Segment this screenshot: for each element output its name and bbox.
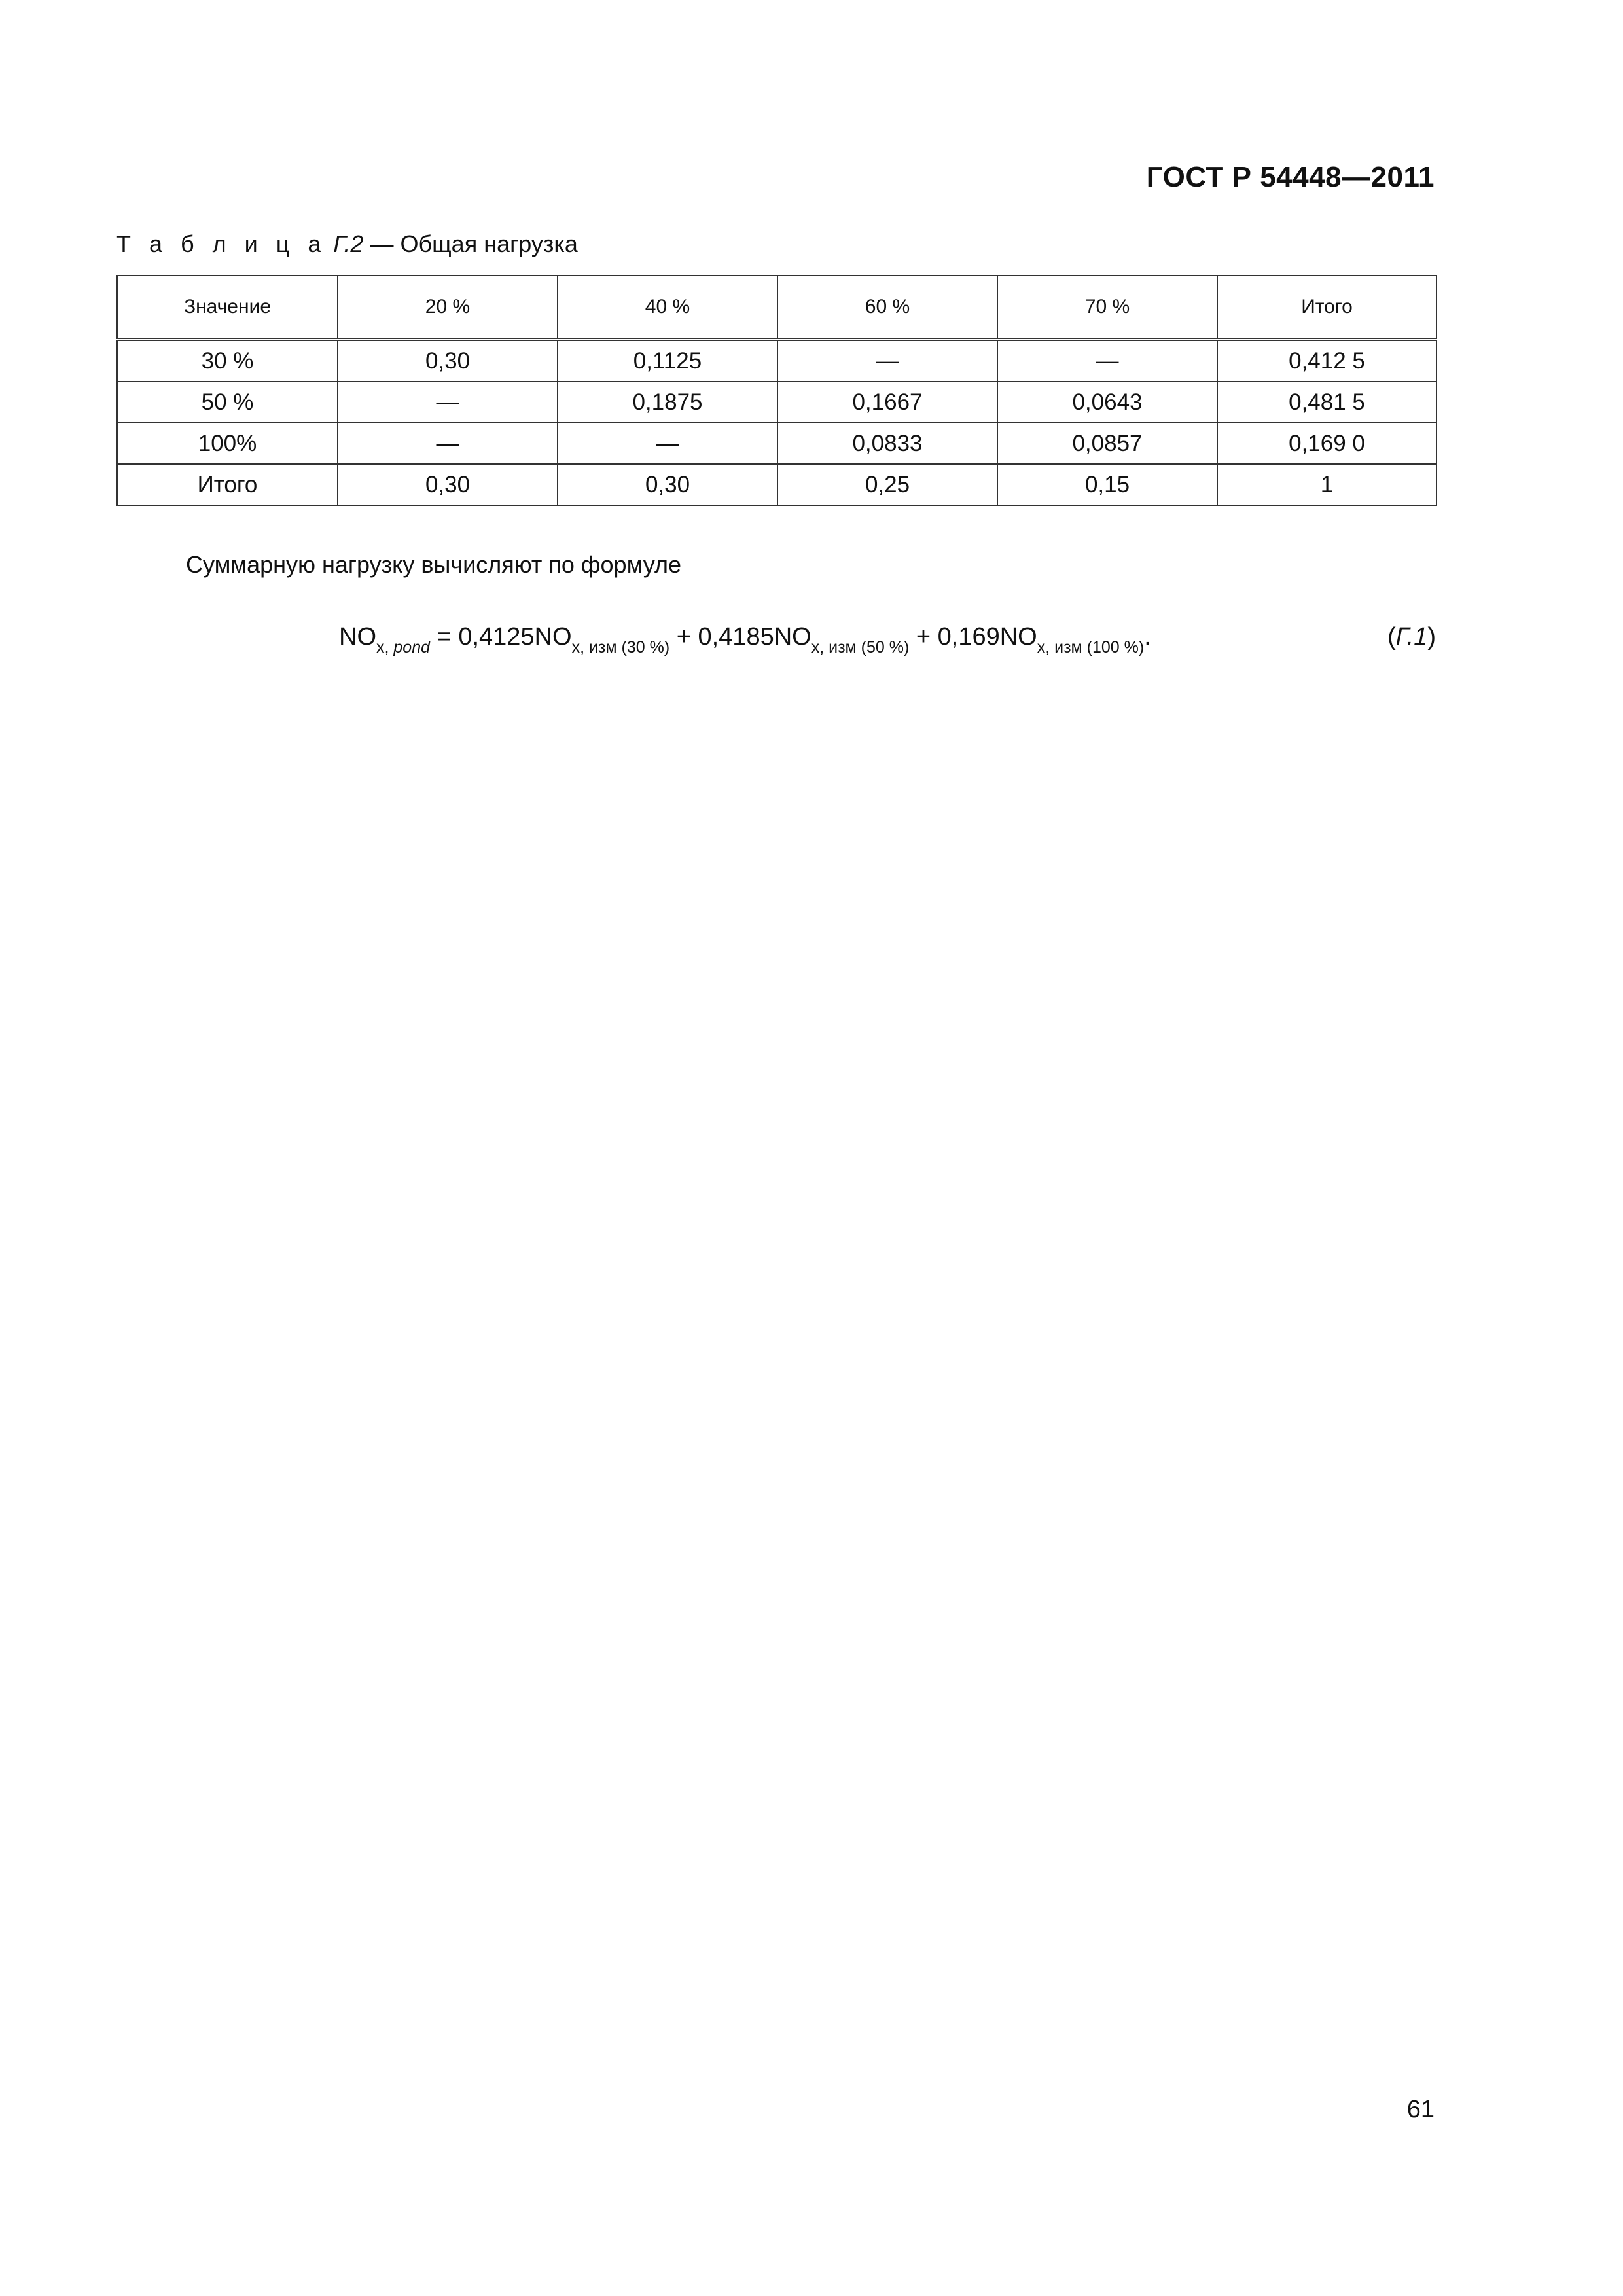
formula-term-1: = 0,4125NO — [430, 623, 572, 651]
standard-designation: ГОСТ Р 54448—2011 — [1146, 161, 1435, 193]
table-cell: — — [997, 340, 1217, 382]
table-cell: 100% — [117, 423, 338, 464]
table-cell: 0,30 — [558, 464, 777, 505]
table-cell: 0,169 0 — [1217, 423, 1436, 464]
formula-number-value: Г.1 — [1395, 623, 1428, 651]
formula-intro-text: Суммарную нагрузку вычисляют по формуле — [186, 551, 681, 578]
formula-lhs-subscript — [376, 638, 430, 656]
header-cell-value: Значение — [117, 276, 338, 340]
table-cell: 0,0833 — [777, 423, 997, 464]
table-row — [117, 340, 1436, 382]
table-cell: 0,0643 — [997, 382, 1217, 423]
table-cell: 1 — [1217, 464, 1436, 505]
table-cell: 0,30 — [338, 340, 558, 382]
table-cell: 0,1875 — [558, 382, 777, 423]
header-cell-70: 70 % — [997, 276, 1217, 340]
table-cell: — — [338, 423, 558, 464]
formula-end: . — [1144, 623, 1151, 651]
table-header-row — [117, 276, 1436, 340]
table-cell: 0,15 — [997, 464, 1217, 505]
page-number: 61 — [1406, 2096, 1435, 2123]
table-cell: 0,0857 — [997, 423, 1217, 464]
formula-sub-1: x, изм (30 %) — [571, 638, 670, 656]
table-caption-number: Г.2 — [333, 230, 364, 257]
formula-number-close: ) — [1427, 623, 1436, 651]
formula-lhs-sub-plain: x, — [376, 638, 394, 656]
table-cell: — — [338, 382, 558, 423]
formula-number — [1387, 623, 1436, 651]
table-cell: 0,25 — [777, 464, 997, 505]
table-cell: 0,1667 — [777, 382, 997, 423]
load-table — [116, 275, 1437, 506]
table-row — [117, 423, 1436, 464]
formula-number-open: ( — [1387, 623, 1396, 651]
header-cell-20: 20 % — [338, 276, 558, 340]
header-cell-60: 60 % — [777, 276, 997, 340]
formula-lhs: NO — [339, 623, 376, 651]
table-cell: 30 % — [117, 340, 338, 382]
formula-lhs-sub-italic: pond — [393, 638, 431, 656]
table-caption-word: Т а б л и ц а — [116, 230, 327, 257]
header-cell-total: Итого — [1217, 276, 1436, 340]
formula-term-3: + 0,169NO — [909, 623, 1037, 651]
table-cell: 0,481 5 — [1217, 382, 1436, 423]
table-caption-title: — Общая нагрузка — [363, 230, 578, 257]
table-cell: 50 % — [117, 382, 338, 423]
formula-term-2: + 0,4185NO — [669, 623, 812, 651]
formula-sub-3: x, изм (100 %) — [1037, 638, 1145, 656]
header-cell-40: 40 % — [558, 276, 777, 340]
table-cell: 0,412 5 — [1217, 340, 1436, 382]
table-cell: 0,30 — [338, 464, 558, 505]
formula-expression — [339, 623, 1151, 657]
table-cell: Итого — [117, 464, 338, 505]
table-caption — [116, 230, 578, 258]
table-cell: — — [777, 340, 997, 382]
table-cell: 0,1125 — [558, 340, 777, 382]
formula-sub-2: x, изм (50 %) — [811, 638, 910, 656]
table-row-total — [117, 464, 1436, 505]
table-row — [117, 382, 1436, 423]
table-cell: — — [558, 423, 777, 464]
